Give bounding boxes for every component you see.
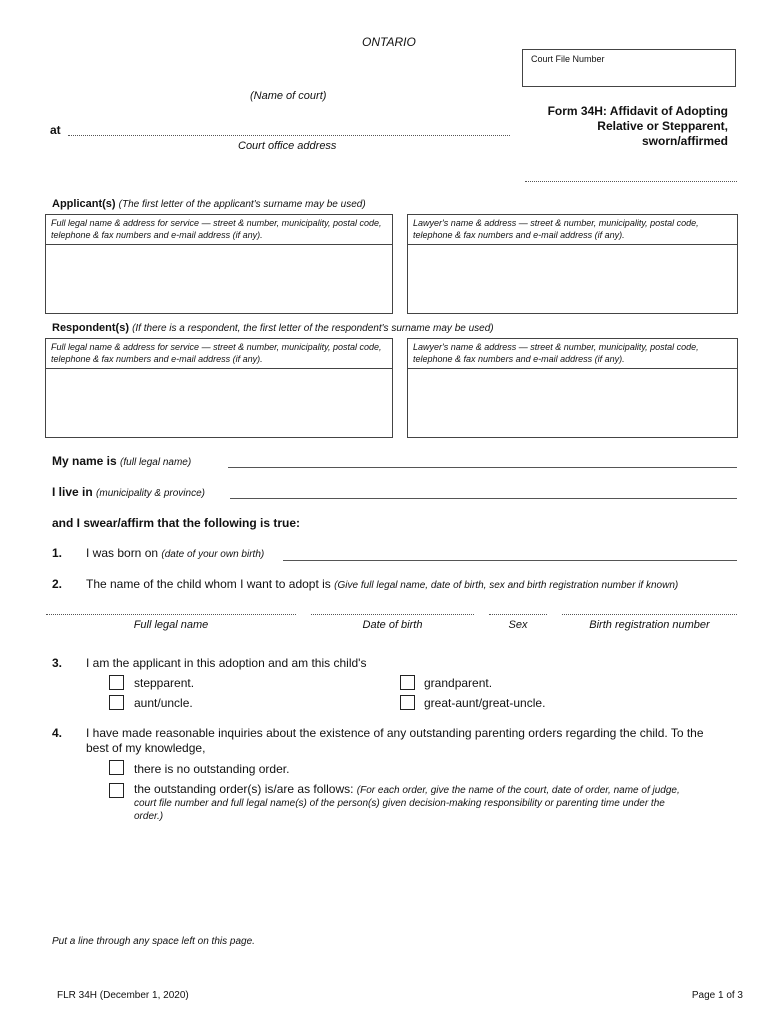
child-dob-field[interactable] [311, 604, 474, 615]
form-title [548, 104, 728, 149]
item2-hint: (Give full legal name, date of birth, sex and birth registration number if known) [334, 580, 679, 591]
aunt-uncle-checkbox[interactable] [109, 695, 124, 710]
full-legal-name-field[interactable] [228, 455, 737, 468]
outstanding-orders-hint-1: (For each order, give the name of the court, date of order, name of judge, [356, 785, 680, 796]
respondents-heading [52, 322, 494, 334]
form-id: FLR 34H (December 1, 2020) [57, 990, 189, 1001]
municipality-field[interactable] [230, 486, 737, 499]
respondents-note: (If there is a respondent, the first letter of the respondent's surname may be used) [132, 323, 494, 334]
applicants-note: (The first letter of the applicant's surname may be used) [118, 199, 366, 210]
name-hint: (full legal name) [120, 457, 192, 468]
page-number: Page 1 of 3 [691, 990, 743, 1001]
item3-number: 3. [52, 656, 63, 670]
outstanding-orders-hint-2: court file number and full legal name(s) of the person(s) given decision-making responsibility or parenting time under the [134, 798, 665, 809]
my-name-is-label: My name is [52, 454, 117, 468]
sworn-date-field[interactable] [525, 169, 737, 182]
item1-text: I was born on [86, 546, 159, 560]
live-hint: (municipality & province) [96, 488, 205, 499]
item4-text-line1: I have made reasonable inquiries about the existence of any outstanding parenting orders regarding the child. To the [86, 726, 704, 740]
item1-line [86, 546, 264, 560]
stepparent-checkbox[interactable] [109, 675, 124, 690]
applicants-title: Applicant(s) [52, 198, 116, 210]
province-heading: ONTARIO [362, 35, 416, 49]
i-live-in-label: I live in [52, 485, 93, 499]
item1-hint: (date of your own birth) [161, 549, 265, 560]
respondents-title: Respondent(s) [52, 322, 129, 334]
applicant-address-label: Full legal name & address for service — street & number, municipality, postal code, telephone & fax numbers and e-mail address (if any). [46, 215, 392, 245]
item4-text-line2: best of my knowledge, [86, 741, 206, 755]
form-title-line3: sworn/affirmed [641, 134, 728, 148]
child-full-name-field[interactable] [46, 604, 296, 615]
name-of-court-label: (Name of court) [250, 90, 327, 102]
applicant-address-box[interactable] [45, 214, 393, 314]
swear-statement: and I swear/affirm that the following is true: [52, 516, 301, 530]
item2-number: 2. [52, 577, 63, 591]
child-birth-reg-label: Birth registration number [589, 619, 710, 631]
applicant-lawyer-label: Lawyer's name & address — street & number, municipality, postal code, telephone & fax numbers and e-mail address (if any). [408, 215, 737, 245]
item4-text [86, 726, 704, 756]
child-full-name-label: Full legal name [133, 619, 209, 631]
outstanding-orders-text: the outstanding order(s) is/are as follows: [134, 782, 354, 796]
court-file-number-label: Court File Number [531, 54, 605, 64]
item2-text: The name of the child whom I want to adopt is [86, 577, 331, 591]
respondent-lawyer-box[interactable] [407, 338, 738, 438]
item4-number: 4. [52, 726, 63, 740]
court-office-address-label: Court office address [238, 140, 337, 152]
respondent-address-label: Full legal name & address for service — street & number, municipality, postal code, telephone & fax numbers and e-mail address (if any). [46, 339, 392, 369]
at-label: at [50, 123, 61, 137]
item3-text: I am the applicant in this adoption and am this child's [86, 656, 367, 670]
grandparent-label: grandparent. [424, 676, 493, 690]
respondent-lawyer-label: Lawyer's name & address — street & number, municipality, postal code, telephone & fax numbers and e-mail address (if any). [408, 339, 737, 369]
court-office-address-field[interactable] [68, 121, 510, 136]
form-title-line2: Relative or Stepparent, [597, 119, 728, 133]
stepparent-label: stepparent. [134, 676, 195, 690]
applicant-lawyer-box[interactable] [407, 214, 738, 314]
item2-line [86, 577, 678, 591]
court-file-number-box[interactable] [522, 49, 736, 87]
aunt-uncle-label: aunt/uncle. [134, 696, 193, 710]
outstanding-orders-hint-3: order.) [134, 811, 164, 822]
grandparent-checkbox[interactable] [400, 675, 415, 690]
outstanding-orders-label [134, 783, 734, 823]
outstanding-orders-checkbox[interactable] [109, 783, 124, 798]
child-dob-label: Date of birth [362, 619, 423, 631]
child-sex-label: Sex [508, 619, 528, 631]
live-line-label [52, 485, 205, 499]
blank-space-note: Put a line through any space left on this page. [52, 936, 255, 947]
no-outstanding-order-checkbox[interactable] [109, 760, 124, 775]
form-title-line1: Form 34H: Affidavit of Adopting [547, 104, 728, 118]
great-aunt-uncle-label: great-aunt/great-uncle. [424, 696, 546, 710]
child-birth-reg-field[interactable] [562, 604, 737, 615]
name-line-label [52, 454, 191, 468]
child-sex-field[interactable] [489, 604, 547, 615]
no-outstanding-order-label: there is no outstanding order. [134, 762, 290, 776]
respondent-address-box[interactable] [45, 338, 393, 438]
applicants-heading [52, 198, 366, 210]
item1-number: 1. [52, 546, 63, 560]
birth-date-field[interactable] [283, 548, 737, 561]
great-aunt-uncle-checkbox[interactable] [400, 695, 415, 710]
